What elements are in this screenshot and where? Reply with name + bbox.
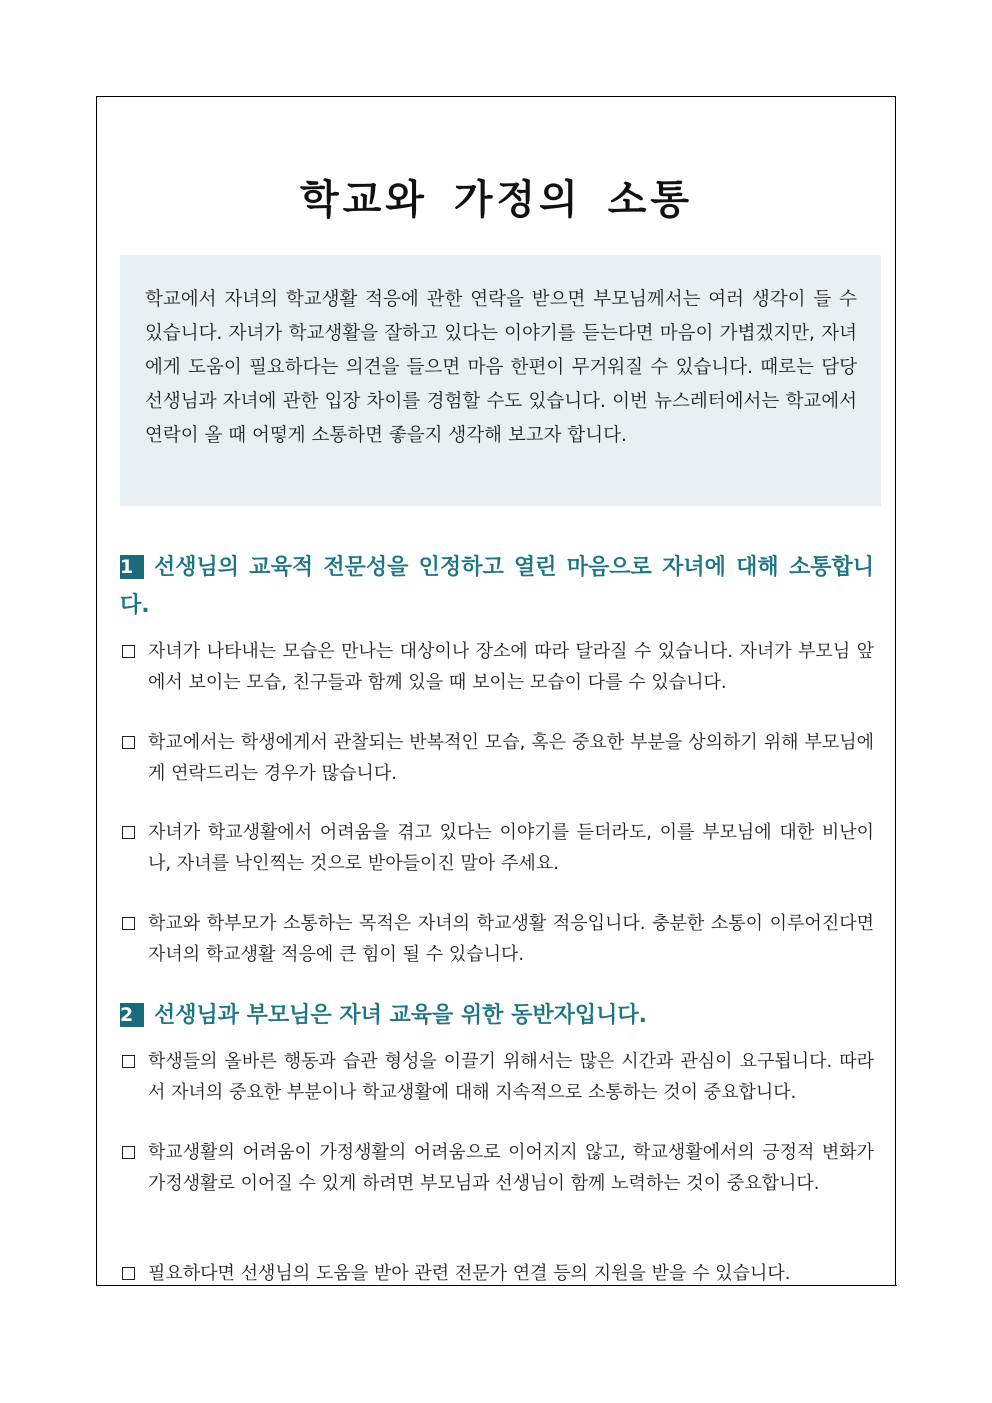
section-1-heading (120, 549, 874, 625)
section-2-item-1 (120, 1046, 874, 1108)
intro-text: 학교에서 자녀의 학교생활 적응에 관한 연락을 받으면 부모님께서는 여러 생각이 들 수 있습니다. 자녀가 학교생활을 잘하고 있다는 이야기를 듣는다면 마음이 가볍겠지만, 자녀에게 도움이 필요하다는 의견을 들으면 마음 한편이 무거워질 수 있습니다. 때로는 담당 선생님과 자녀에 관한 입장 차이를 경험할 수도 있습니다. 이번 뉴스레터에서는 학교에서 연락이 올 때 어떻게 소통하면 좋을지 생각해 보고자 합니다. (145, 289, 857, 446)
item-text: 학교에서는 학생에게서 관찰되는 반복적인 모습, 혹은 중요한 부분을 상의하기 위해 부모님에게 연락드리는 경우가 많습니다. (148, 732, 874, 784)
item-text: 학교생활의 어려움이 가정생활의 어려움으로 이어지지 않고, 학교생활에서의 긍정적 변화가 가정생활로 이어질 수 있게 하려면 부모님과 선생님이 함께 노력하는 것이 중요합니다. (148, 1142, 874, 1194)
item-text: 필요하다면 선생님의 도움을 받아 관련 전문가 연결 등의 지원을 받을 수 있습니다. (148, 1263, 791, 1284)
section-1-item-3 (120, 817, 874, 879)
page-title: 학교와 가정의 소통 (300, 177, 693, 223)
item-text: 학교와 학부모가 소통하는 목적은 자녀의 학교생활 적응입니다. 충분한 소통이 이루어진다면 자녀의 학교생활 적응에 큰 힘이 될 수 있습니다. (148, 913, 874, 965)
checkbox-icon (122, 917, 135, 930)
checkbox-icon (122, 1267, 135, 1280)
section-2-item-2 (120, 1137, 874, 1199)
item-text: 자녀가 나타내는 모습은 만나는 대상이나 장소에 따라 달라질 수 있습니다. 자녀가 부모님 앞에서 보이는 모습, 친구들과 함께 있을 때 보이는 모습이 다를 수 있습니다. (148, 641, 874, 693)
checkbox-icon (122, 826, 135, 839)
section-2-number-badge: 2 (120, 1003, 144, 1027)
section-2-heading (120, 997, 874, 1035)
checkbox-icon (122, 736, 135, 749)
section-1-item-4 (120, 908, 874, 970)
section-1-number-badge: 1 (120, 555, 144, 579)
section-1-heading-text: 선생님의 교육적 전문성을 인정하고 열린 마음으로 자녀에 대해 소통합니다. (120, 555, 874, 618)
item-text: 학생들의 올바른 행동과 습관 형성을 이끌기 위해서는 많은 시간과 관심이 요구됩니다. 따라서 자녀의 중요한 부분이나 학교생활에 대해 지속적으로 소통하는 것이 중요합니다. (148, 1051, 874, 1103)
section-2-heading-text: 선생님과 부모님은 자녀 교육을 위한 동반자입니다. (154, 1003, 647, 1028)
intro-box (120, 255, 881, 506)
section-1-item-2 (120, 727, 874, 789)
section-1-item-1 (120, 636, 874, 698)
checkbox-icon (122, 1146, 135, 1159)
checkbox-icon (122, 1055, 135, 1068)
checkbox-icon (122, 645, 135, 658)
section-2-item-3 (120, 1258, 874, 1289)
item-text: 자녀가 학교생활에서 어려움을 겪고 있다는 이야기를 듣더라도, 이를 부모님에 대한 비난이나, 자녀를 낙인찍는 것으로 받아들이진 말아 주세요. (148, 822, 874, 874)
